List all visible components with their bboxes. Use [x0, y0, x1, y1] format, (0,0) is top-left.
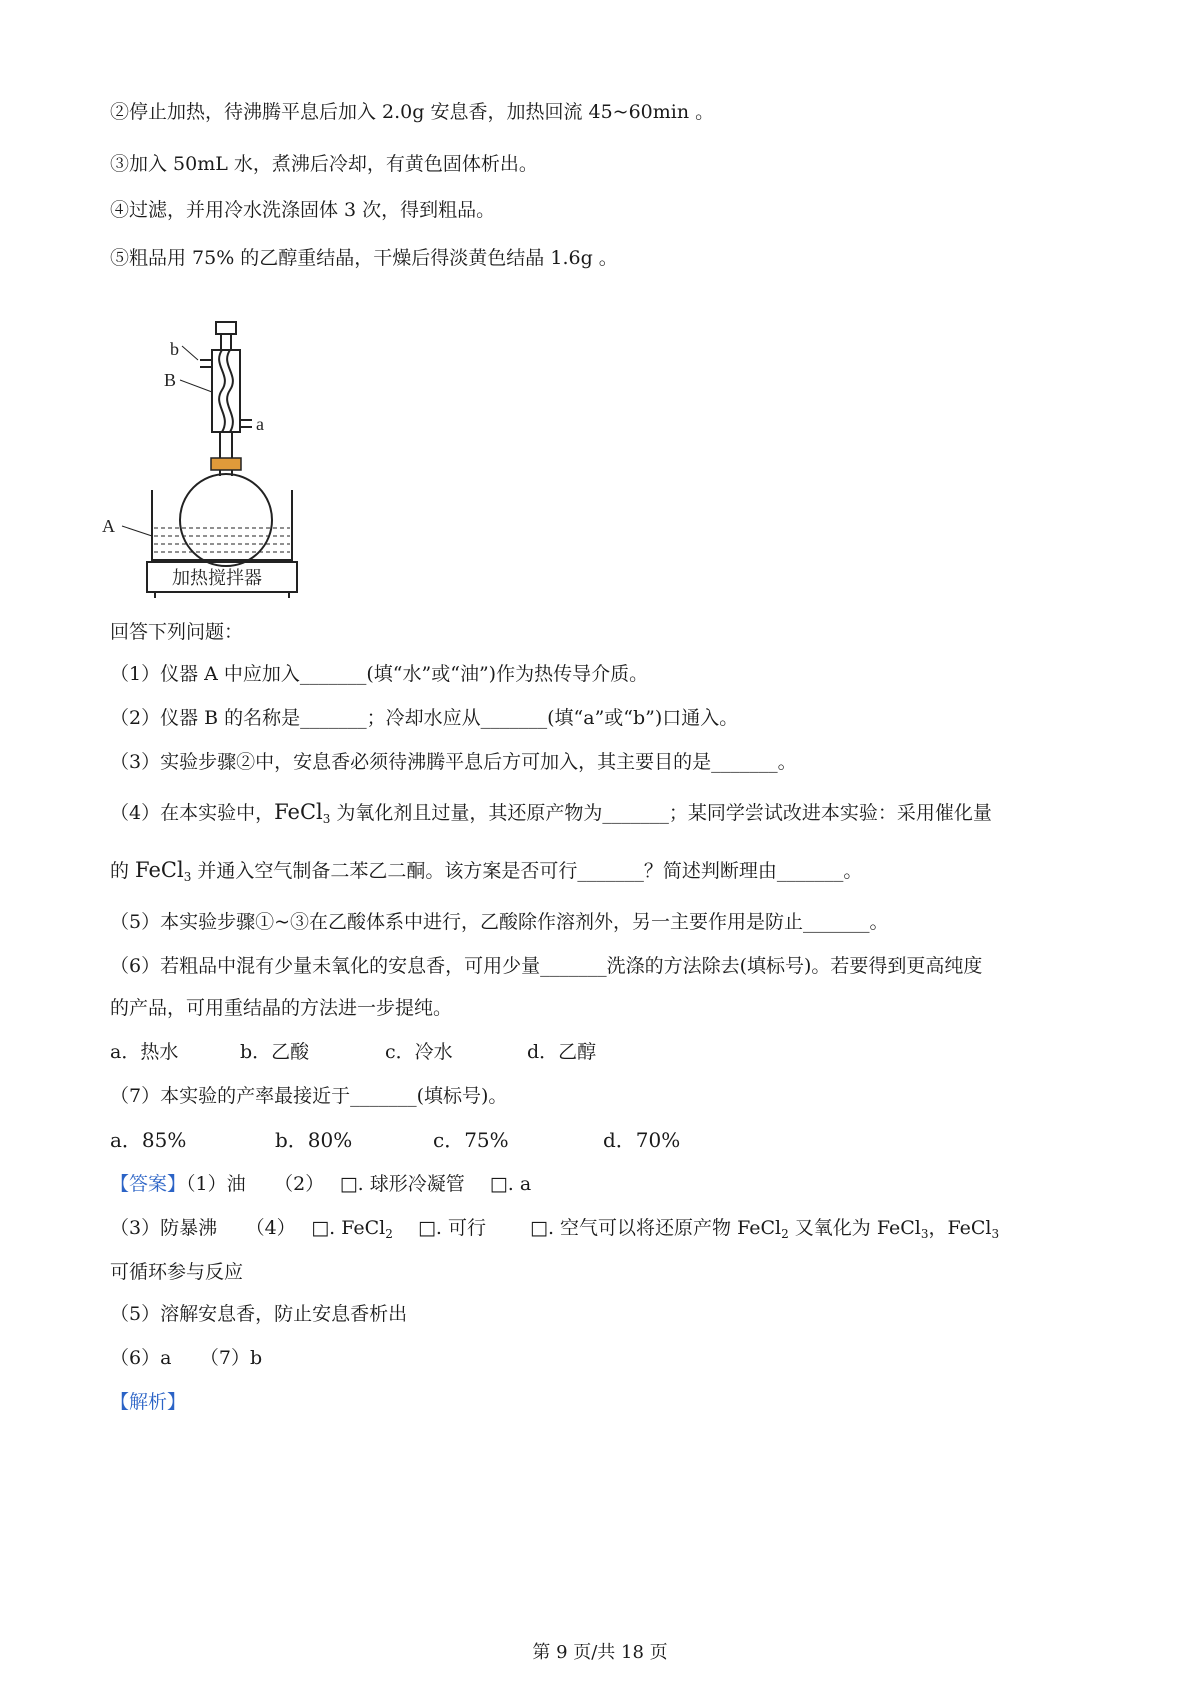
q7-option-a: a．85%	[110, 1128, 187, 1152]
answer-tag: 【答案】	[110, 1173, 187, 1195]
reflux-apparatus-figure	[100, 320, 320, 600]
label-B: B	[164, 370, 177, 390]
q6-option-d: d．乙醇	[527, 1041, 597, 1063]
stirrer-label: 加热搅拌器	[172, 568, 262, 588]
q7-option-b: b．80%	[275, 1128, 353, 1152]
question-4-line1: （4）在本实验中，FeCl$_3$ 为氧化剂且过量，其还原产物为_______；某同学尝试改进本实验：采用催化量	[110, 800, 992, 826]
step-3: ③加入 50mL 水，煮沸后冷却，有黄色固体析出。	[110, 153, 538, 175]
label-a: a	[256, 414, 264, 434]
question-5: （5）本实验步骤①~③在乙酸体系中进行，乙酸除作溶剂外，另一主要作用是防止_______。	[110, 911, 889, 933]
question-1: （1）仪器 A 中应加入_______(填“水”或“油”)作为热传导介质。	[110, 663, 649, 685]
analysis-tag: 【解析】	[110, 1391, 187, 1413]
answer-line-2: （3）防暴沸 （4） □. FeCl$_2$ □. 可行 □. 空气可以将还原产物 FeCl$_2$ 又氧化为 FeCl$_3$，FeCl$_3$	[110, 1217, 1000, 1241]
label-A: A	[102, 516, 115, 536]
questions-intro: 回答下列问题：	[110, 621, 244, 643]
question-6-line1: （6）若粗品中混有少量未氧化的安息香，可用少量_______洗涤的方法除去(填标号)。若要得到更高纯度	[110, 955, 983, 977]
q6-option-b: b．乙酸	[240, 1041, 310, 1063]
answer-line-3: 可循环参与反应	[110, 1261, 244, 1283]
step-4: ④过滤，并用冷水洗涤固体 3 次，得到粗品。	[110, 199, 496, 221]
q7-option-d: d．70%	[603, 1128, 681, 1152]
page-footer: 第 9 页/共 18 页	[532, 1642, 668, 1663]
q7-option-c: c．75%	[433, 1128, 509, 1152]
step-5: ⑤粗品用 75% 的乙醇重结晶，干燥后得淡黄色结晶 1.6g 。	[110, 247, 618, 269]
label-b: b	[170, 339, 179, 359]
q6-option-c: c．冷水	[385, 1041, 453, 1063]
answer-line-1: 【答案】（1）油 （2） □. 球形冷凝管 □. a	[110, 1173, 532, 1195]
answer-line-4: （5）溶解安息香，防止安息香析出	[110, 1303, 408, 1325]
question-7: （7）本实验的产率最接近于_______(填标号)。	[110, 1085, 508, 1107]
question-2: （2）仪器 B 的名称是_______；冷却水应从_______(填“a”或“b”)口通入。	[110, 707, 739, 729]
question-4-line2: 的 FeCl$_3$ 并通入空气制备二苯乙二酮。该方案是否可行_______？简述判断理由_______。	[110, 858, 863, 884]
step-2: ②停止加热，待沸腾平息后加入 2.0g 安息香，加热回流 45~60min 。	[110, 101, 715, 123]
question-6-line2: 的产品，可用重结晶的方法进一步提纯。	[110, 997, 453, 1019]
question-3: （3）实验步骤②中，安息香必须待沸腾平息后方可加入，其主要目的是_______。	[110, 751, 797, 773]
q6-option-a: a．热水	[110, 1041, 179, 1063]
answer-line-5: （6）a （7）b	[110, 1347, 263, 1369]
